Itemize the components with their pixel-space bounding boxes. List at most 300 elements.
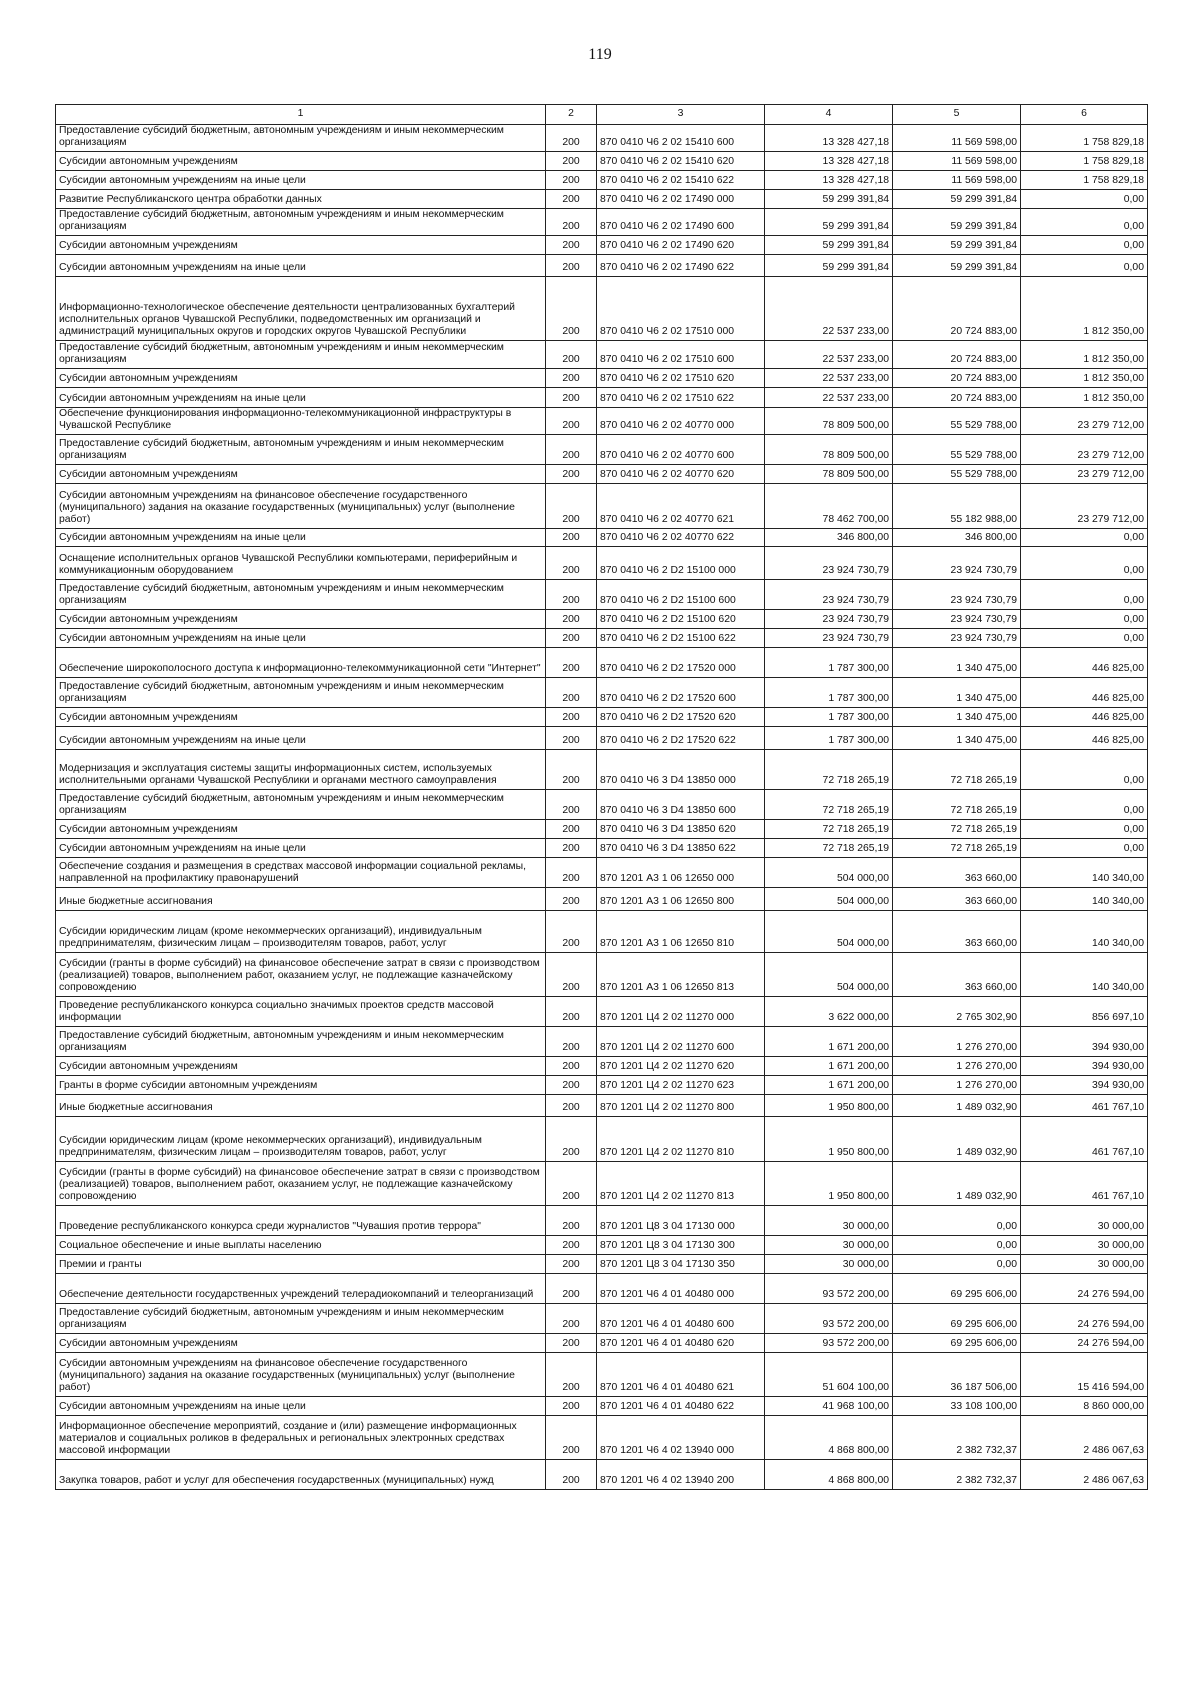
row-code-cell: 200 [546,340,597,368]
row-name-cell: Субсидии автономным учреждениям [56,707,546,726]
row-name-cell: Предоставление субсидий бюджетным, автономным учреждениям и иным некоммерческим организациям [56,1026,546,1056]
row-value-col4-cell: 23 924 730,79 [765,579,893,609]
row-value-col6-cell: 140 340,00 [1021,887,1148,910]
row-value-col5-cell: 2 382 732,37 [893,1459,1021,1489]
row-value-col4-cell: 30 000,00 [765,1254,893,1273]
table-row [56,838,1148,857]
row-value-col4-cell: 22 537 233,00 [765,276,893,340]
row-classification-cell: 870 1201 Ч6 4 01 40480 620 [597,1333,765,1352]
table-row [56,1254,1148,1273]
row-code-cell: 200 [546,996,597,1026]
row-value-col5-cell: 1 340 475,00 [893,677,1021,707]
row-name-cell: Субсидии автономным учреждениям на финансовое обеспечение государственного (муниципального) задания на оказание государственных (муниципальных) услуг (выполнение работ) [56,483,546,528]
row-classification-cell: 870 0410 Ч6 2 02 17510 622 [597,387,765,407]
page-number: 119 [588,46,612,63]
table-row [56,483,1148,528]
row-value-col5-cell: 1 340 475,00 [893,647,1021,677]
row-name-cell: Субсидии автономным учреждениям на иные цели [56,254,546,276]
row-classification-cell: 870 1201 Ч6 4 01 40480 000 [597,1273,765,1303]
row-value-col5-cell: 1 340 475,00 [893,726,1021,749]
row-name-cell: Информационное обеспечение мероприятий, создание и (или) размещение информационных материалов и социальных роликов в федеральных и региональных электронных средствах массовой информации [56,1415,546,1459]
row-value-col6-cell: 0,00 [1021,208,1148,235]
row-name-cell: Субсидии автономным учреждениям [56,368,546,387]
row-value-col5-cell: 72 718 265,19 [893,819,1021,838]
row-code-cell: 200 [546,1333,597,1352]
table-row [56,407,1148,434]
row-value-col6-cell: 23 279 712,00 [1021,407,1148,434]
row-code-cell: 200 [546,276,597,340]
column-header-6: 6 [1021,105,1148,125]
row-code-cell: 200 [546,464,597,483]
row-classification-cell: 870 0410 Ч6 3 D4 13850 000 [597,749,765,789]
table-row [56,677,1148,707]
row-classification-cell: 870 0410 Ч6 2 D2 17520 600 [597,677,765,707]
row-value-col4-cell: 51 604 100,00 [765,1352,893,1396]
row-value-col6-cell: 461 767,10 [1021,1094,1148,1116]
row-value-col4-cell: 13 328 427,18 [765,151,893,170]
row-value-col5-cell: 0,00 [893,1254,1021,1273]
table-row [56,1333,1148,1352]
row-value-col6-cell: 2 486 067,63 [1021,1459,1148,1489]
row-value-col6-cell: 394 930,00 [1021,1026,1148,1056]
row-value-col4-cell: 13 328 427,18 [765,125,893,152]
row-value-col5-cell: 2 765 302,90 [893,996,1021,1026]
row-value-col6-cell: 23 279 712,00 [1021,483,1148,528]
row-code-cell: 200 [546,1254,597,1273]
table-row [56,1056,1148,1075]
row-code-cell: 200 [546,910,597,952]
row-name-cell: Предоставление субсидий бюджетным, автономным учреждениям и иным некоммерческим организациям [56,579,546,609]
row-value-col4-cell: 78 809 500,00 [765,434,893,464]
table-row [56,276,1148,340]
row-name-cell: Предоставление субсидий бюджетным, автономным учреждениям и иным некоммерческим организациям [56,125,546,152]
row-name-cell: Информационно-технологическое обеспечение деятельности централизованных бухгалтерий исполнительных органов Чувашской Республики, подведомственных им организаций и администраций муниципальных округов и городских округов Чувашской Республики [56,276,546,340]
row-name-cell: Предоставление субсидий бюджетным, автономным учреждениям и иным некоммерческим организациям [56,1303,546,1333]
row-value-col4-cell: 72 718 265,19 [765,838,893,857]
row-value-col6-cell: 30 000,00 [1021,1205,1148,1235]
row-value-col5-cell: 20 724 883,00 [893,368,1021,387]
row-value-col6-cell: 1 758 829,18 [1021,125,1148,152]
row-value-col5-cell: 55 529 788,00 [893,434,1021,464]
table-row [56,189,1148,208]
row-value-col4-cell: 1 787 300,00 [765,726,893,749]
row-value-col5-cell: 69 295 606,00 [893,1333,1021,1352]
row-value-col5-cell: 20 724 883,00 [893,387,1021,407]
row-code-cell: 200 [546,952,597,996]
table-row [56,1026,1148,1056]
row-value-col4-cell: 30 000,00 [765,1235,893,1254]
row-value-col6-cell: 0,00 [1021,838,1148,857]
row-value-col6-cell: 23 279 712,00 [1021,434,1148,464]
row-value-col6-cell: 1 812 350,00 [1021,368,1148,387]
row-value-col5-cell: 363 660,00 [893,887,1021,910]
column-header-5: 5 [893,105,1021,125]
row-classification-cell: 870 0410 Ч6 2 02 17490 622 [597,254,765,276]
row-name-cell: Субсидии автономным учреждениям [56,235,546,254]
row-code-cell: 200 [546,677,597,707]
table-row [56,464,1148,483]
row-classification-cell: 870 1201 Ц8 3 04 17130 000 [597,1205,765,1235]
row-classification-cell: 870 0410 Ч6 2 D2 17520 620 [597,707,765,726]
row-value-col6-cell: 394 930,00 [1021,1056,1148,1075]
row-code-cell: 200 [546,838,597,857]
row-value-col4-cell: 504 000,00 [765,857,893,887]
row-code-cell: 200 [546,1056,597,1075]
row-value-col5-cell: 1 489 032,90 [893,1161,1021,1205]
row-name-cell: Оснащение исполнительных органов Чувашской Республики компьютерами, периферийным и коммуникационным оборудованием [56,546,546,579]
row-code-cell: 200 [546,235,597,254]
table-row [56,1205,1148,1235]
row-name-cell: Субсидии юридическим лицам (кроме некоммерческих организаций), индивидуальным предпринимателям, физическим лицам – производителям товаров, работ, услуг [56,910,546,952]
row-classification-cell: 870 1201 Ц4 2 02 11270 800 [597,1094,765,1116]
row-classification-cell: 870 0410 Ч6 2 02 17490 000 [597,189,765,208]
row-code-cell: 200 [546,1303,597,1333]
table-row [56,125,1148,152]
column-header-4: 4 [765,105,893,125]
row-value-col4-cell: 22 537 233,00 [765,387,893,407]
row-name-cell: Субсидии автономным учреждениям на иные цели [56,726,546,749]
row-value-col6-cell: 30 000,00 [1021,1235,1148,1254]
table-row [56,1161,1148,1205]
row-value-col5-cell: 23 924 730,79 [893,579,1021,609]
table-row [56,1396,1148,1415]
row-classification-cell: 870 0410 Ч6 2 D2 17520 000 [597,647,765,677]
row-classification-cell: 870 1201 Ч6 4 01 40480 622 [597,1396,765,1415]
row-value-col4-cell: 13 328 427,18 [765,170,893,189]
row-code-cell: 200 [546,609,597,628]
row-code-cell: 200 [546,1075,597,1094]
row-name-cell: Премии и гранты [56,1254,546,1273]
row-name-cell: Субсидии автономным учреждениям [56,1056,546,1075]
row-name-cell: Субсидии автономным учреждениям [56,1333,546,1352]
row-code-cell: 200 [546,1235,597,1254]
row-name-cell: Субсидии автономным учреждениям на иные цели [56,1396,546,1415]
row-value-col5-cell: 59 299 391,84 [893,235,1021,254]
row-classification-cell: 870 1201 Ц4 2 02 11270 813 [597,1161,765,1205]
row-code-cell: 200 [546,1205,597,1235]
row-value-col5-cell: 23 924 730,79 [893,609,1021,628]
row-classification-cell: 870 1201 Ц4 2 02 11270 623 [597,1075,765,1094]
row-value-col4-cell: 41 968 100,00 [765,1396,893,1415]
table-row [56,887,1148,910]
row-name-cell: Субсидии автономным учреждениям на финансовое обеспечение государственного (муниципального) задания на оказание государственных (муниципальных) услуг (выполнение работ) [56,1352,546,1396]
row-classification-cell: 870 0410 Ч6 2 02 40770 622 [597,528,765,546]
header-row [56,105,1148,125]
row-name-cell: Обеспечение создания и размещения в средствах массовой информации социальной рекламы, направленной на профилактику правонарушений [56,857,546,887]
row-value-col4-cell: 59 299 391,84 [765,189,893,208]
table-row [56,726,1148,749]
row-value-col5-cell: 59 299 391,84 [893,254,1021,276]
column-header-1: 1 [56,105,546,125]
row-code-cell: 200 [546,1415,597,1459]
row-value-col4-cell: 1 787 300,00 [765,647,893,677]
row-classification-cell: 870 0410 Ч6 2 02 40770 600 [597,434,765,464]
row-classification-cell: 870 1201 А3 1 06 12650 813 [597,952,765,996]
row-classification-cell: 870 0410 Ч6 3 D4 13850 622 [597,838,765,857]
row-name-cell: Предоставление субсидий бюджетным, автономным учреждениям и иным некоммерческим организациям [56,340,546,368]
row-value-col6-cell: 394 930,00 [1021,1075,1148,1094]
row-classification-cell: 870 1201 Ц8 3 04 17130 300 [597,1235,765,1254]
row-value-col4-cell: 59 299 391,84 [765,208,893,235]
table-row [56,579,1148,609]
row-name-cell: Развитие Республиканского центра обработки данных [56,189,546,208]
row-value-col4-cell: 1 950 800,00 [765,1161,893,1205]
table-row [56,996,1148,1026]
row-value-col6-cell: 8 860 000,00 [1021,1396,1148,1415]
table-row [56,910,1148,952]
row-name-cell: Субсидии автономным учреждениям [56,819,546,838]
row-value-col6-cell: 0,00 [1021,789,1148,819]
row-value-col5-cell: 69 295 606,00 [893,1303,1021,1333]
row-value-col4-cell: 1 671 200,00 [765,1026,893,1056]
table-row [56,952,1148,996]
row-classification-cell: 870 0410 Ч6 2 02 40770 620 [597,464,765,483]
row-code-cell: 200 [546,170,597,189]
table-row [56,857,1148,887]
row-code-cell: 200 [546,819,597,838]
row-value-col4-cell: 1 787 300,00 [765,707,893,726]
row-classification-cell: 870 0410 Ч6 2 D2 15100 600 [597,579,765,609]
row-value-col6-cell: 0,00 [1021,235,1148,254]
row-classification-cell: 870 1201 А3 1 06 12650 800 [597,887,765,910]
row-value-col5-cell: 55 529 788,00 [893,464,1021,483]
row-value-col6-cell: 2 486 067,63 [1021,1415,1148,1459]
row-name-cell: Иные бюджетные ассигнования [56,1094,546,1116]
table-row [56,628,1148,647]
row-code-cell: 200 [546,1396,597,1415]
row-name-cell: Субсидии (гранты в форме субсидий) на финансовое обеспечение затрат в связи с производством (реализацией) товаров, выполнением работ, оказанием услуг, не подлежащие казначейскому сопровождению [56,952,546,996]
row-code-cell: 200 [546,726,597,749]
row-code-cell: 200 [546,887,597,910]
table-row [56,387,1148,407]
row-classification-cell: 870 0410 Ч6 2 02 17510 000 [597,276,765,340]
table-row [56,170,1148,189]
table-row [56,1116,1148,1161]
table-row [56,434,1148,464]
row-name-cell: Субсидии автономным учреждениям на иные цели [56,838,546,857]
row-value-col6-cell: 446 825,00 [1021,726,1148,749]
row-name-cell: Субсидии автономным учреждениям на иные цели [56,628,546,647]
row-classification-cell: 870 1201 Ч6 4 01 40480 600 [597,1303,765,1333]
row-code-cell: 200 [546,387,597,407]
row-name-cell: Предоставление субсидий бюджетным, автономным учреждениям и иным некоммерческим организациям [56,789,546,819]
row-classification-cell: 870 0410 Ч6 2 02 15410 622 [597,170,765,189]
row-classification-cell: 870 1201 Ц4 2 02 11270 620 [597,1056,765,1075]
row-value-col6-cell: 446 825,00 [1021,677,1148,707]
row-classification-cell: 870 0410 Ч6 2 02 17490 620 [597,235,765,254]
table-row [56,707,1148,726]
row-value-col4-cell: 346 800,00 [765,528,893,546]
row-value-col6-cell: 140 340,00 [1021,857,1148,887]
row-classification-cell: 870 0410 Ч6 3 D4 13850 620 [597,819,765,838]
row-code-cell: 200 [546,628,597,647]
row-value-col6-cell: 23 279 712,00 [1021,464,1148,483]
row-value-col4-cell: 1 671 200,00 [765,1056,893,1075]
row-code-cell: 200 [546,857,597,887]
table-row [56,647,1148,677]
row-name-cell: Проведение республиканского конкурса среди журналистов "Чувашия против террора" [56,1205,546,1235]
row-name-cell: Предоставление субсидий бюджетным, автономным учреждениям и иным некоммерческим организациям [56,677,546,707]
row-name-cell: Гранты в форме субсидии автономным учреждениям [56,1075,546,1094]
row-code-cell: 200 [546,528,597,546]
table-row [56,789,1148,819]
row-classification-cell: 870 0410 Ч6 2 D2 15100 620 [597,609,765,628]
row-value-col6-cell: 0,00 [1021,189,1148,208]
row-code-cell: 200 [546,1026,597,1056]
row-value-col5-cell: 55 529 788,00 [893,407,1021,434]
row-value-col6-cell: 30 000,00 [1021,1254,1148,1273]
row-value-col6-cell: 140 340,00 [1021,910,1148,952]
row-value-col5-cell: 1 489 032,90 [893,1116,1021,1161]
row-value-col5-cell: 11 569 598,00 [893,125,1021,152]
row-value-col5-cell: 11 569 598,00 [893,151,1021,170]
row-value-col5-cell: 1 276 270,00 [893,1026,1021,1056]
row-value-col5-cell: 1 340 475,00 [893,707,1021,726]
row-value-col6-cell: 0,00 [1021,609,1148,628]
column-header-2: 2 [546,105,597,125]
row-value-col4-cell: 3 622 000,00 [765,996,893,1026]
row-value-col4-cell: 59 299 391,84 [765,254,893,276]
row-value-col6-cell: 0,00 [1021,749,1148,789]
row-classification-cell: 870 1201 Ч6 4 01 40480 621 [597,1352,765,1396]
row-value-col6-cell: 0,00 [1021,254,1148,276]
table-row [56,1303,1148,1333]
row-value-col5-cell: 346 800,00 [893,528,1021,546]
table-body [56,125,1148,1490]
row-value-col5-cell: 59 299 391,84 [893,208,1021,235]
table-row [56,749,1148,789]
row-value-col6-cell: 1 812 350,00 [1021,387,1148,407]
row-value-col4-cell: 1 950 800,00 [765,1116,893,1161]
row-value-col5-cell: 23 924 730,79 [893,546,1021,579]
row-value-col4-cell: 59 299 391,84 [765,235,893,254]
budget-table [55,104,1148,1490]
row-value-col6-cell: 24 276 594,00 [1021,1303,1148,1333]
row-value-col4-cell: 1 950 800,00 [765,1094,893,1116]
row-code-cell: 200 [546,546,597,579]
row-code-cell: 200 [546,151,597,170]
row-classification-cell: 870 1201 А3 1 06 12650 810 [597,910,765,952]
row-value-col6-cell: 461 767,10 [1021,1116,1148,1161]
row-value-col4-cell: 22 537 233,00 [765,340,893,368]
row-name-cell: Субсидии автономным учреждениям [56,151,546,170]
row-value-col6-cell: 1 812 350,00 [1021,276,1148,340]
row-classification-cell: 870 0410 Ч6 3 D4 13850 600 [597,789,765,819]
row-value-col4-cell: 78 462 700,00 [765,483,893,528]
row-name-cell: Обеспечение деятельности государственных учреждений телерадиокомпаний и телеорганизаций [56,1273,546,1303]
row-code-cell: 200 [546,208,597,235]
row-code-cell: 200 [546,434,597,464]
row-code-cell: 200 [546,707,597,726]
row-value-col5-cell: 363 660,00 [893,952,1021,996]
table-row [56,819,1148,838]
row-value-col5-cell: 23 924 730,79 [893,628,1021,647]
row-value-col4-cell: 78 809 500,00 [765,464,893,483]
row-value-col4-cell: 78 809 500,00 [765,407,893,434]
row-value-col6-cell: 1 758 829,18 [1021,151,1148,170]
row-value-col5-cell: 0,00 [893,1235,1021,1254]
row-classification-cell: 870 0410 Ч6 2 02 40770 621 [597,483,765,528]
table-row [56,151,1148,170]
row-value-col6-cell: 0,00 [1021,579,1148,609]
row-code-cell: 200 [546,189,597,208]
table-row [56,1075,1148,1094]
row-value-col4-cell: 23 924 730,79 [765,628,893,647]
row-value-col5-cell: 1 489 032,90 [893,1094,1021,1116]
table-row [56,528,1148,546]
row-value-col6-cell: 461 767,10 [1021,1161,1148,1205]
table-row [56,609,1148,628]
row-value-col5-cell: 363 660,00 [893,910,1021,952]
table-row [56,1273,1148,1303]
row-value-col6-cell: 856 697,10 [1021,996,1148,1026]
row-value-col4-cell: 4 868 800,00 [765,1459,893,1489]
row-value-col5-cell: 72 718 265,19 [893,838,1021,857]
row-name-cell: Предоставление субсидий бюджетным, автономным учреждениям и иным некоммерческим организациям [56,434,546,464]
row-value-col5-cell: 1 276 270,00 [893,1056,1021,1075]
row-code-cell: 200 [546,1352,597,1396]
row-value-col5-cell: 72 718 265,19 [893,749,1021,789]
row-code-cell: 200 [546,647,597,677]
row-value-col4-cell: 1 787 300,00 [765,677,893,707]
row-name-cell: Субсидии (гранты в форме субсидий) на финансовое обеспечение затрат в связи с производством (реализацией) товаров, выполнением работ, оказанием услуг, не подлежащие казначейскому сопровождению [56,1161,546,1205]
table-row [56,340,1148,368]
row-code-cell: 200 [546,1116,597,1161]
row-code-cell: 200 [546,483,597,528]
row-name-cell: Субсидии автономным учреждениям [56,609,546,628]
row-value-col4-cell: 72 718 265,19 [765,789,893,819]
row-classification-cell: 870 1201 Ц4 2 02 11270 000 [597,996,765,1026]
row-classification-cell: 870 0410 Ч6 2 02 17490 600 [597,208,765,235]
row-value-col4-cell: 30 000,00 [765,1205,893,1235]
table-row [56,1415,1148,1459]
row-code-cell: 200 [546,1273,597,1303]
row-value-col6-cell: 0,00 [1021,628,1148,647]
row-value-col4-cell: 93 572 200,00 [765,1333,893,1352]
row-name-cell: Социальное обеспечение и иные выплаты населению [56,1235,546,1254]
row-classification-cell: 870 0410 Ч6 2 D2 15100 622 [597,628,765,647]
row-code-cell: 200 [546,125,597,152]
row-code-cell: 200 [546,1094,597,1116]
row-classification-cell: 870 0410 Ч6 2 02 17510 600 [597,340,765,368]
row-name-cell: Проведение республиканского конкурса социально значимых проектов средств массовой информации [56,996,546,1026]
row-value-col5-cell: 59 299 391,84 [893,189,1021,208]
row-name-cell: Модернизация и эксплуатация системы защиты информационных систем, используемых исполнительными органами Чувашской Республики и органами местного самоуправления [56,749,546,789]
row-code-cell: 200 [546,368,597,387]
row-value-col4-cell: 22 537 233,00 [765,368,893,387]
row-value-col6-cell: 0,00 [1021,819,1148,838]
row-code-cell: 200 [546,579,597,609]
row-value-col6-cell: 24 276 594,00 [1021,1333,1148,1352]
row-name-cell: Иные бюджетные ассигнования [56,887,546,910]
row-value-col4-cell: 72 718 265,19 [765,749,893,789]
row-classification-cell: 870 0410 Ч6 2 02 17510 620 [597,368,765,387]
row-classification-cell: 870 1201 Ц4 2 02 11270 810 [597,1116,765,1161]
row-code-cell: 200 [546,749,597,789]
row-value-col4-cell: 23 924 730,79 [765,546,893,579]
column-header-3: 3 [597,105,765,125]
table-row [56,254,1148,276]
row-value-col5-cell: 1 276 270,00 [893,1075,1021,1094]
row-value-col4-cell: 72 718 265,19 [765,819,893,838]
row-name-cell: Закупка товаров, работ и услуг для обеспечения государственных (муниципальных) нужд [56,1459,546,1489]
row-value-col4-cell: 504 000,00 [765,910,893,952]
row-value-col4-cell: 23 924 730,79 [765,609,893,628]
row-value-col6-cell: 0,00 [1021,528,1148,546]
row-classification-cell: 870 1201 Ч6 4 02 13940 000 [597,1415,765,1459]
row-classification-cell: 870 0410 Ч6 2 02 40770 000 [597,407,765,434]
row-value-col6-cell: 1 812 350,00 [1021,340,1148,368]
